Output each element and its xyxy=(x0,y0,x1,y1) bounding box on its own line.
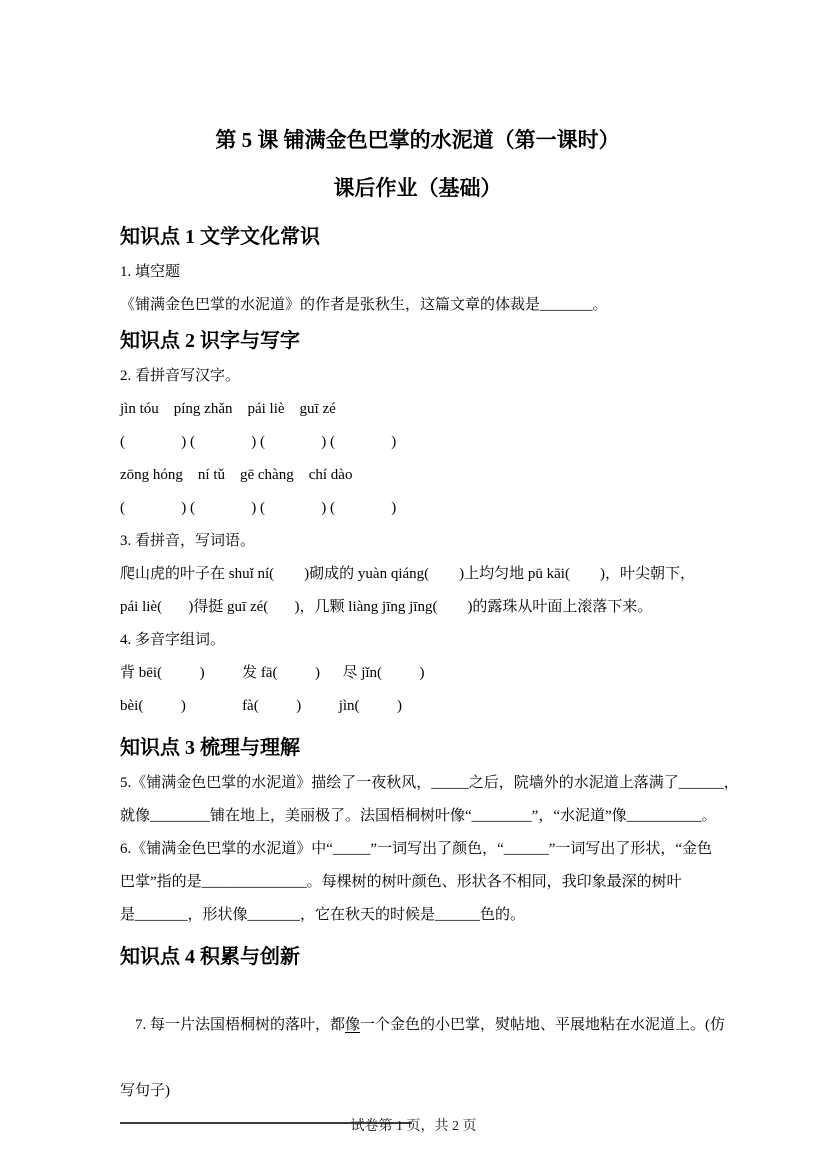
question-7-text-line1 xyxy=(120,976,726,1075)
question-6-text-line2: 巴掌”指的是______________。每棵树的树叶颜色、形状各不相同，我印象最深的树叶 xyxy=(120,874,682,890)
section-heading-kp2: 知识点 2 识字与写字 xyxy=(120,330,300,352)
page-footer: 试卷第 1 页，共 2 页 xyxy=(350,1119,477,1134)
question-4-row1: 背 bēi( ) 发 fā( ) 尽 jǐn( ) xyxy=(120,665,425,681)
question-1-label: 1. 填空题 xyxy=(120,264,181,280)
question-7-underlined-word: 像 xyxy=(345,1017,361,1033)
doc-subtitle: 课后作业（基础） xyxy=(333,176,502,200)
question-7-pre-text: 7. 每一片法国梧桐树的落叶，都 xyxy=(135,1017,346,1033)
section-heading-kp1: 知识点 1 文学文化常识 xyxy=(120,226,320,248)
question-4-label: 4. 多音字组词。 xyxy=(120,632,226,648)
question-7-text-line2: 写句子) xyxy=(120,1083,170,1099)
question-2-pinyin-row2: zōng hóng ní tǔ gē chàng chí dào xyxy=(120,467,353,483)
question-2-brackets-row1: ( ) ( ) ( ) ( ) xyxy=(120,434,397,450)
question-2-label: 2. 看拼音写汉字。 xyxy=(120,368,241,384)
question-4-row2: bèi( ) fà( ) jìn( ) xyxy=(120,698,403,714)
question-1-text: 《铺满金色巴掌的水泥道》的作者是张秋生，这篇文章的体裁是_______。 xyxy=(120,297,608,313)
question-3-text-line1: 爬山虎的叶子在 shuǐ ní( )砌成的 yuàn qiáng( )上均匀地 pū kāi( )，叶尖朝下， xyxy=(120,566,695,582)
section-heading-kp3: 知识点 3 梳理与理解 xyxy=(120,737,300,759)
question-2-brackets-row2: ( ) ( ) ( ) ( ) xyxy=(120,500,397,516)
section-heading-kp4: 知识点 4 积累与创新 xyxy=(120,946,300,968)
question-5-text-line2: 就像________铺在地上，美丽极了。法国梧桐树叶像“________”，“水泥道”像__________。 xyxy=(120,808,717,824)
question-6-text-line3: 是_______，形状像_______，它在秋天的时候是______色的。 xyxy=(120,907,526,923)
doc-title: 第 5 课 铺满金色巴掌的水泥道（第一课时） xyxy=(215,128,620,152)
question-2-pinyin-row1: jìn tóu píng zhǎn pái liè guī zé xyxy=(120,401,336,417)
question-5-text-line1: 5.《铺满金色巴掌的水泥道》描绘了一夜秋风，_____之后，院墙外的水泥道上落满了______， xyxy=(120,775,739,791)
question-7-post-text: 一个金色的小巴掌，熨帖地、平展地粘在水泥道上。(仿 xyxy=(360,1017,726,1033)
question-6-text-line1: 6.《铺满金色巴掌的水泥道》中“_____”一词写出了颜色，“______”一词写出了形状，“金色 xyxy=(120,841,713,857)
question-3-text-line2: pái liè( )得挺 guī zé( )，几颗 liàng jīng jīng( )的露珠从叶面上滚落下来。 xyxy=(120,599,653,615)
question-3-label: 3. 看拼音，写词语。 xyxy=(120,533,256,549)
